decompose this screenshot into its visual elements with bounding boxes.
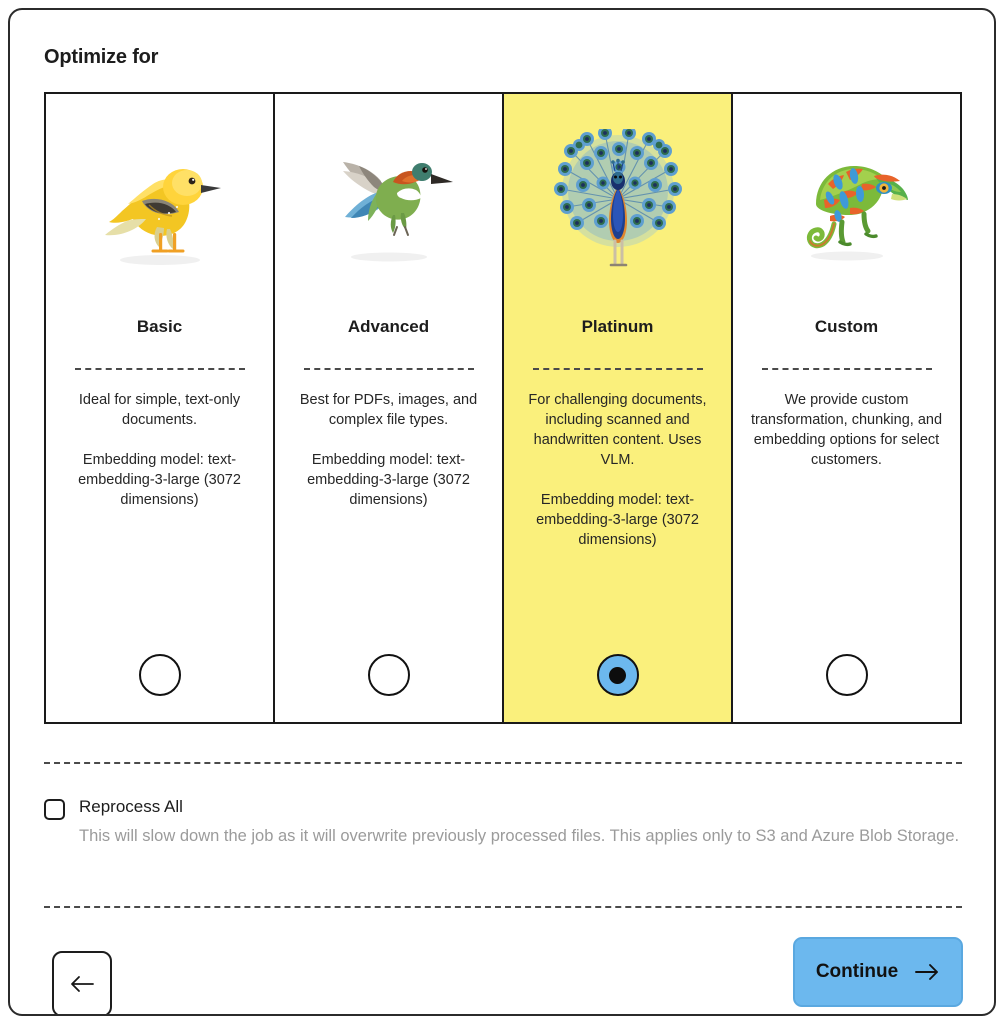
optimize-for-options: [44, 92, 962, 724]
hummingbird-image: [275, 104, 502, 312]
card-description: [747, 390, 947, 470]
card-divider: [533, 368, 703, 370]
card-description: [289, 390, 489, 510]
option-card-platinum[interactable]: [504, 94, 733, 722]
option-radio-wrap: [504, 654, 731, 696]
card-description-line: We provide custom transformation, chunking, and embedding options for select customers.: [750, 392, 943, 468]
reprocess-row[interactable]: [44, 796, 962, 820]
card-embedding-model: Embedding model: text-embedding-3-large (3072 dimensions): [536, 492, 699, 548]
radio-dot: [609, 667, 626, 684]
card-description-line: For challenging documents, including scanned and handwritten content. Uses VLM.: [528, 392, 707, 468]
card-description-line: Ideal for simple, text-only documents.: [78, 392, 241, 428]
reprocess-all-note: This will slow down the job as it will overwrite previously processed files. This applies only to S3 and Azure Blob Storage.: [79, 827, 960, 845]
card-title: Basic: [136, 317, 183, 336]
yellow-warbler-bird-image: [46, 104, 273, 312]
card-divider: [75, 368, 245, 370]
radio-basic[interactable]: [139, 654, 181, 696]
card-description-line: Best for PDFs, images, and complex file types.: [299, 392, 478, 428]
radio-advanced[interactable]: [368, 654, 410, 696]
card-description: [60, 390, 260, 510]
arrow-right-icon: [914, 963, 940, 981]
divider-above-reprocess: [44, 762, 962, 764]
reprocess-all-checkbox[interactable]: [44, 799, 65, 820]
chameleon-image: [733, 104, 960, 312]
wizard-panel: [8, 8, 996, 1016]
card-description: [518, 390, 718, 550]
card-title: Advanced: [347, 317, 430, 336]
peacock-image: [504, 104, 731, 312]
divider-below-reprocess: [44, 906, 962, 908]
card-embedding-model: Embedding model: text-embedding-3-large (3072 dimensions): [307, 452, 470, 508]
option-card-basic[interactable]: [46, 94, 275, 722]
option-card-custom[interactable]: [733, 94, 960, 722]
option-card-advanced[interactable]: [275, 94, 504, 722]
option-radio-wrap: [733, 654, 960, 696]
card-divider: [762, 368, 932, 370]
back-button[interactable]: [52, 951, 112, 1016]
arrow-left-icon: [69, 975, 95, 993]
option-radio-wrap: [46, 654, 273, 696]
card-title: Custom: [814, 317, 879, 336]
reprocess-all-section: [44, 796, 962, 849]
page-title: Optimize for: [44, 46, 159, 68]
continue-button-label: Continue: [815, 961, 899, 982]
continue-button[interactable]: [793, 937, 963, 1007]
radio-platinum[interactable]: [597, 654, 639, 696]
option-radio-wrap: [275, 654, 502, 696]
card-title: Platinum: [581, 317, 654, 336]
reprocess-all-label: Reprocess All: [79, 797, 183, 816]
radio-custom[interactable]: [826, 654, 868, 696]
card-embedding-model: Embedding model: text-embedding-3-large (3072 dimensions): [78, 452, 241, 508]
card-divider: [304, 368, 474, 370]
